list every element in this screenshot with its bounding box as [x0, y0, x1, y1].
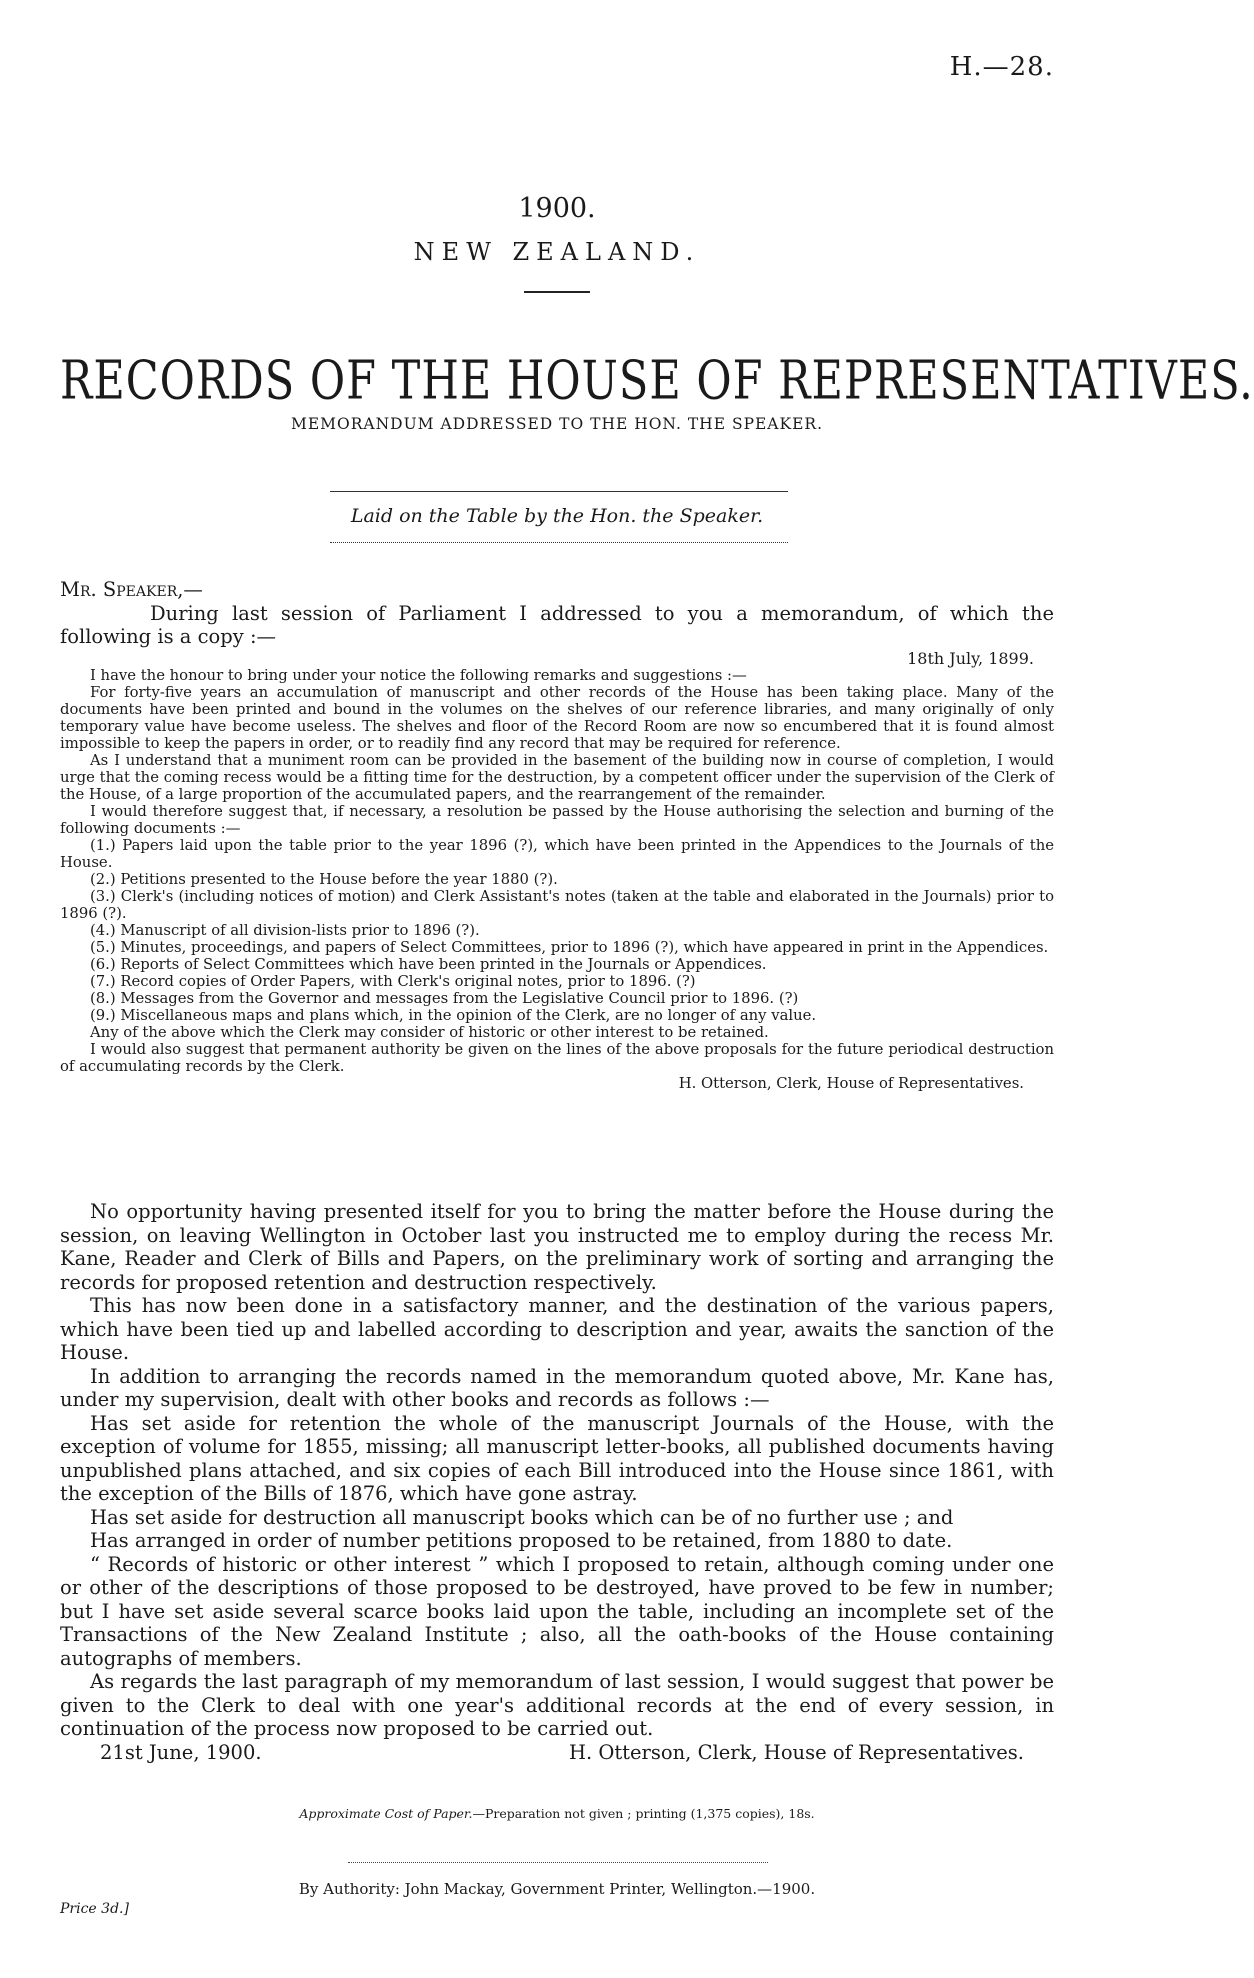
memo-list-item: (5.) Minutes, proceedings, and papers of Select Committees, prior to 1896 (?), which have appeared in print in the Appendices. — [90, 939, 1049, 956]
cost-note — [0, 1806, 1114, 1821]
body-paragraph: No opportunity having presented itself for you to bring the matter before the House during the session, on leaving Wellington in October last you instructed me to employ during the recess Mr. Kane, Reader and Clerk of Bills and Papers, on the preliminary work of sorting and arranging the records for proposed retention and destruction respectively. — [60, 1200, 1054, 1294]
cost-label: Approximate Cost of Paper. — [299, 1806, 473, 1821]
quoted-memorandum — [60, 650, 1054, 1092]
memo-list-item: (2.) Petitions presented to the House before the year 1880 (?). — [90, 871, 558, 888]
memo-list-item: (8.) Messages from the Governor and messages from the Legislative Council prior to 1896. (?) — [90, 990, 799, 1007]
divider-bottom — [330, 542, 788, 543]
body-paragraph: Has set aside for destruction all manuscript books which can be of no further use ; and — [90, 1505, 954, 1529]
footer-divider — [348, 1862, 768, 1863]
body-signoff — [60, 1741, 1054, 1765]
body-paragraph: Has set aside for retention the whole of the manuscript Journals of the House, with the exception of volume for 1855, missing; all manuscript letter-books, all published documents having unpublished plans attached, and six copies of each Bill introduced into the House since 1861, with the exception of the Bills of 1876, which have gone astray. — [60, 1411, 1054, 1505]
body-paragraph: In addition to arranging the records named in the memorandum quoted above, Mr. Kane has, under my supervision, dealt with other books and records as follows :— — [60, 1364, 1054, 1411]
memo-date: 18th July, 1899. — [907, 649, 1034, 668]
divider-top — [330, 491, 788, 492]
body-section — [60, 1200, 1054, 1764]
body-signature: H. Otterson, Clerk, House of Representatives. — [568, 1740, 1024, 1764]
body-paragraph: Has arranged in order of number petitions proposed to be retained, from 1880 to date. — [90, 1529, 953, 1552]
document-title: RECORDS OF THE HOUSE OF REPRESENTATIVES. — [60, 349, 1254, 413]
printer-line: By Authority: John Mackay, Government Printer, Wellington.—1900. — [298, 1880, 816, 1898]
memo-paragraph: For forty-five years an accumulation of manuscript and other records of the House has been taking place. Many of the documents have been printed and bound in the volumes on the shelves of our reference libraries, and many originally of only temporary value have become useless. The shelves and floor of the Record Room are now so encumbered that it is found almost impossible to keep the papers in order, or to readily find any record that may be required for reference. — [60, 684, 1054, 752]
memo-closing: I would also suggest that permanent authority be given on the lines of the above proposals for the future periodical destruction of accumulating records by the Clerk. — [60, 1041, 1054, 1075]
heading-divider — [524, 291, 590, 293]
salutation: Mr. Speaker,— — [60, 578, 203, 601]
memo-list-item: (3.) Clerk's (including notices of motion) and Clerk Assistant's notes (taken at the table and elaborated in the Journals) prior to 1896 (?). — [60, 888, 1054, 922]
opening-paragraph: During last session of Parliament I addressed to you a memorandum, of which the following is a copy :— — [60, 601, 1054, 648]
memo-list-item: (9.) Miscellaneous maps and plans which, in the opinion of the Clerk, are no longer of any value. — [90, 1007, 817, 1024]
memo-list-item: (4.) Manuscript of all division-lists prior to 1896 (?). — [90, 922, 480, 939]
document-year: 1900. — [518, 193, 596, 224]
memo-list-item: (6.) Reports of Select Committees which have been printed in the Journals or Appendices. — [90, 956, 767, 973]
document-subtitle: MEMORANDUM ADDRESSED TO THE HON. THE SPEAKER. — [290, 415, 823, 433]
memo-closing: Any of the above which the Clerk may consider of historic or other interest to be retained. — [90, 1024, 769, 1041]
memo-list-item: (7.) Record copies of Order Papers, with Clerk's original notes, prior to 1896. (?) — [90, 973, 696, 990]
country-heading: NEW ZEALAND. — [413, 238, 701, 266]
laid-on-table-note: Laid on the Table by the Hon. the Speaker. — [350, 505, 764, 527]
memo-paragraph: I have the honour to bring under your notice the following remarks and suggestions :— — [90, 667, 747, 684]
body-paragraph: “ Records of historic or other interest ” which I proposed to retain, although coming under one or other of the descriptions of those proposed to be destroyed, have proved to be few in number; but I have set aside several scarce books laid upon the table, including an incomplete set of the Transactions of the New Zealand Institute ; also, all the oath-books of the House containing autographs of members. — [60, 1552, 1054, 1670]
price-note: Price 3d.] — [60, 1901, 129, 1917]
memo-list-item: (1.) Papers laid upon the table prior to the year 1896 (?), which have been printed in the Appendices to the Journals of the House. — [60, 837, 1054, 871]
body-paragraph: As regards the last paragraph of my memorandum of last session, I would suggest that power be given to the Clerk to deal with one year's additional records at the end of every session, in continuation of the process now proposed to be carried out. — [60, 1670, 1054, 1740]
body-paragraph: This has now been done in a satisfactory manner, and the destination of the various papers, which have been tied up and labelled according to description and year, awaits the sanction of the House. — [60, 1294, 1054, 1364]
intro-section — [60, 578, 1054, 649]
memo-signature: H. Otterson, Clerk, House of Representatives. — [678, 1075, 1024, 1092]
body-date: 21st June, 1900. — [100, 1740, 262, 1764]
cost-text: —Preparation not given ; printing (1,375 copies), 18s. — [472, 1806, 815, 1821]
memo-paragraph: As I understand that a muniment room can be provided in the basement of the building now in course of completion, I would urge that the coming recess would be a fitting time for the destruction, by a competent officer under the supervision of the Clerk of the House, of a large proportion of the accumulated papers, and the rearrangement of the remainder. — [60, 752, 1054, 803]
memo-paragraph: I would therefore suggest that, if necessary, a resolution be passed by the House authorising the selection and burning of the following documents :— — [60, 803, 1054, 837]
document-reference: H.—28. — [949, 52, 1054, 82]
